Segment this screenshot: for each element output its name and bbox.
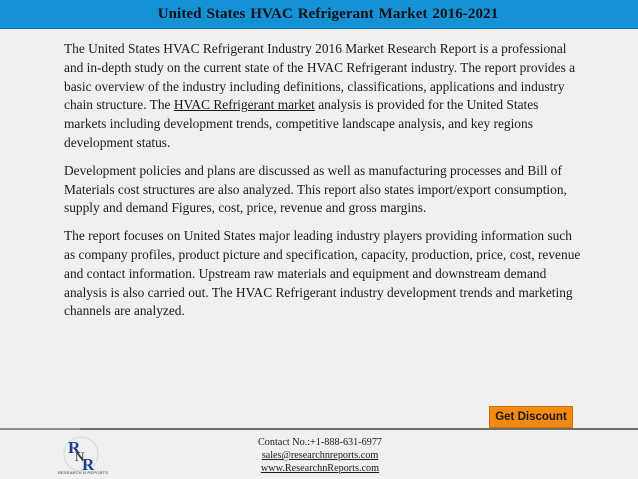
footer-divider-accent	[80, 428, 638, 430]
contact-email-link[interactable]: sales@researchnreports.com	[261, 450, 379, 461]
paragraph-policies: Development policies and plans are discussed as well as manufacturing processes and Bill of Materials cost structures are also analyzed. This report also states import/export consumption, supply and demand Figures, cost, price, revenue and gross margins.	[64, 162, 567, 216]
page-title: United States HVAC Refrigerant Market 2016-2021	[157, 5, 499, 22]
paragraph-players: The report focuses on United States major leading industry players providing information such as company profiles, product picture and specification, capacity, production, price, cost, revenue and contact information. Upstream raw materials and equipment and downstream demand analysis is also carried out. The HVAC Refrigerant industry development trends and marketing channels are analyzed.	[64, 228, 581, 319]
main-content	[64, 40, 584, 330]
svg-text:N: N	[75, 449, 85, 464]
paragraph-overview-text-1: The United States HVAC Refrigerant Industry 2016 Market Research Report is a professional and in-depth study on the current state of the HVAC Refrigerant industry. The report provides a basic overview of the industry including definitions, classifications, applications and industry chain structure. The	[64, 41, 576, 113]
contact-block	[210, 436, 430, 475]
rnr-logo-icon	[58, 433, 104, 475]
hvac-refrigerant-market-link[interactable]: HVAC Refrigerant market	[173, 97, 315, 113]
header-bar	[0, 0, 638, 29]
website-link[interactable]: www.ResearchnReports.com	[260, 463, 380, 474]
logo-caption: RESEARCH N REPORTS	[57, 470, 109, 475]
paragraph-overview-text-2: analysis is provided for the United States markets including development trends, competitive landscape analysis, and key regions development status.	[64, 97, 539, 150]
get-discount-button[interactable]: Get Discount	[489, 406, 573, 428]
svg-text:R: R	[82, 455, 95, 474]
svg-text:R: R	[68, 438, 81, 457]
contact-phone: Contact No.:+1-888-631-6977	[257, 437, 383, 448]
paragraph-overview	[64, 40, 584, 153]
